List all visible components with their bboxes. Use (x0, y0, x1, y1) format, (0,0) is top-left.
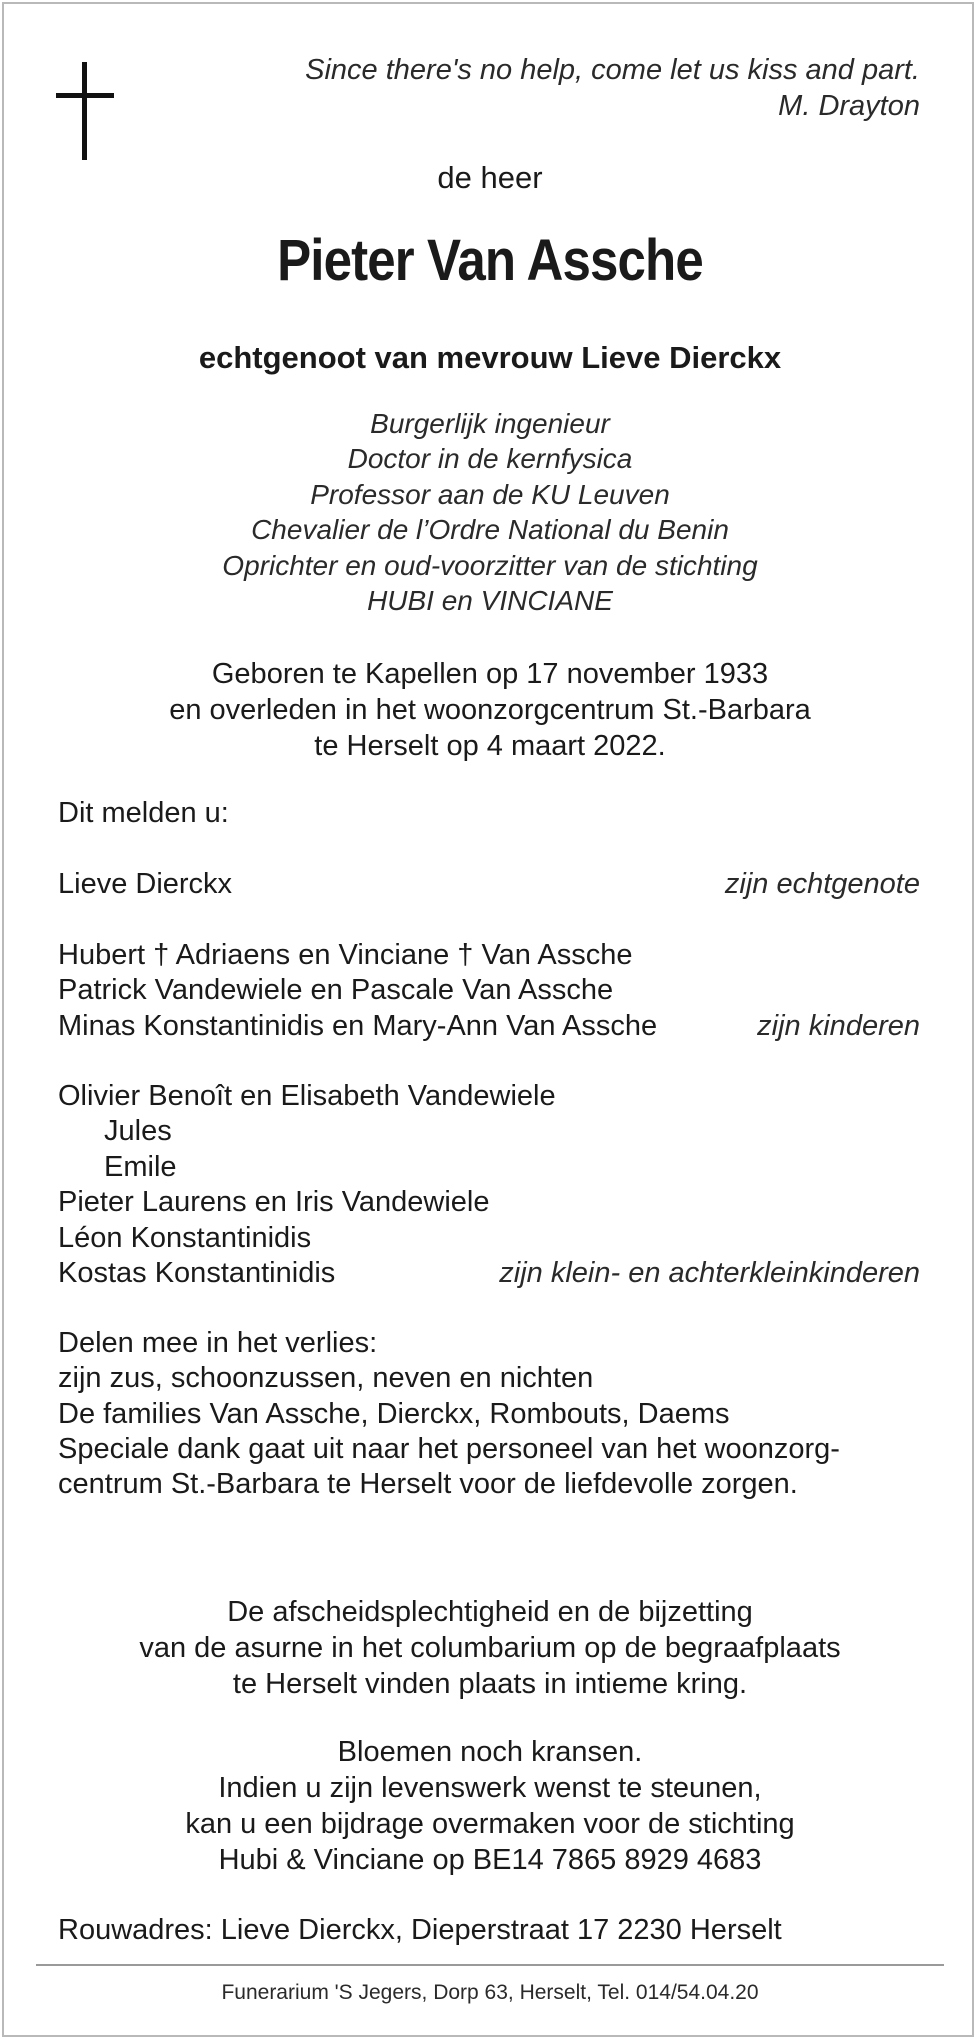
birth-death-info (0, 656, 980, 764)
share-line: Delen mee in het verlies: (58, 1327, 378, 1359)
thanks-block (58, 1432, 920, 1503)
great-grandchild-line: Jules (104, 1115, 172, 1148)
child-line: Hubert † Adriaens en Vinciane † Van Assche (58, 939, 633, 971)
grandchild-line: Kostas Konstantinidis (58, 1256, 336, 1289)
titles-list (0, 406, 980, 618)
announce-line: Dit melden u: (58, 797, 229, 829)
title-line: Professor aan de KU Leuven (310, 478, 670, 510)
spouse-relation: zijn echtgenote (724, 868, 920, 900)
grandchild-line: Léon Konstantinidis (58, 1221, 312, 1254)
epigraph (305, 52, 920, 124)
children-relation: zijn kinderen (757, 1009, 920, 1042)
great-grandchild-line: Emile (104, 1150, 177, 1183)
death-line: en overleden in het woonzorgcentrum St.-Barbara (169, 694, 811, 726)
share-line: zijn zus, schoonzussen, neven en nichten (58, 1362, 594, 1395)
cross-icon (56, 62, 114, 160)
deceased-name: Pieter Van Assche (277, 228, 703, 293)
child-line: Minas Konstantinidis en Mary-Ann Van Assche (58, 1009, 658, 1042)
grandchild-line: Olivier Benoît en Elisabeth Vandewiele (58, 1080, 556, 1112)
share-line: De families Van Assche, Dierckx, Rombouts, Daems (58, 1397, 730, 1430)
flowers-line: Indien u zijn levenswerk wenst te steunen, (218, 1772, 762, 1804)
flowers-line: kan u een bijdrage overmaken voor de stichting (185, 1808, 795, 1840)
quote-author: M. Drayton (778, 90, 920, 122)
flowers-block (0, 1734, 980, 1878)
spouse-entry (58, 867, 920, 902)
title-line: HUBI en VINCIANE (367, 585, 613, 617)
funeral-home-footer: Funerarium 'S Jegers, Dorp 63, Herselt, Tel. 014/54.04.20 (221, 1981, 759, 2004)
title-line: Oprichter en oud-voorzitter van de stichting (222, 549, 758, 581)
birth-line: Geboren te Kapellen op 17 november 1933 (211, 658, 769, 690)
spouse-line: echtgenoot van mevrouw Lieve Dierckx (198, 340, 782, 375)
thanks-line: Speciale dank gaat uit naar het personeel van het woonzorg- (58, 1433, 840, 1465)
honorific: de heer (437, 160, 543, 195)
ceremony-block (0, 1594, 980, 1702)
title-line: Chevalier de l’Ordre National du Benin (251, 514, 729, 546)
mourning-address: Rouwadres: Lieve Dierckx, Dieperstraat 17 2230 Herselt (58, 1914, 782, 1946)
grandchildren-list (58, 1079, 920, 1291)
share-loss-block (58, 1326, 920, 1432)
death-place-line: te Herselt op 4 maart 2022. (314, 730, 666, 762)
grandchild-line: Pieter Laurens en Iris Vandewiele (58, 1186, 490, 1219)
divider (36, 1964, 944, 1966)
spouse-name: Lieve Dierckx (58, 868, 233, 900)
title-line: Doctor in de kernfysica (347, 443, 633, 475)
ceremony-line: te Herselt vinden plaats in intieme kring. (232, 1668, 748, 1700)
child-line: Patrick Vandewiele en Pascale Van Assche (58, 974, 614, 1007)
flowers-line: Hubi & Vinciane op BE14 7865 8929 4683 (218, 1844, 762, 1876)
ceremony-line: van de asurne in het columbarium op de begraafplaats (139, 1632, 841, 1664)
title-line: Burgerlijk ingenieur (370, 408, 610, 439)
quote-text: Since there's no help, come let us kiss and part. (305, 54, 920, 86)
ceremony-line: De afscheidsplechtigheid en de bijzetting (227, 1596, 753, 1628)
flowers-line: Bloemen noch kransen. (337, 1736, 643, 1768)
children-list (58, 938, 920, 1044)
thanks-line: centrum St.-Barbara te Herselt voor de liefdevolle zorgen. (58, 1468, 798, 1501)
grandchildren-relation: zijn klein- en achterkleinkinderen (499, 1256, 920, 1289)
